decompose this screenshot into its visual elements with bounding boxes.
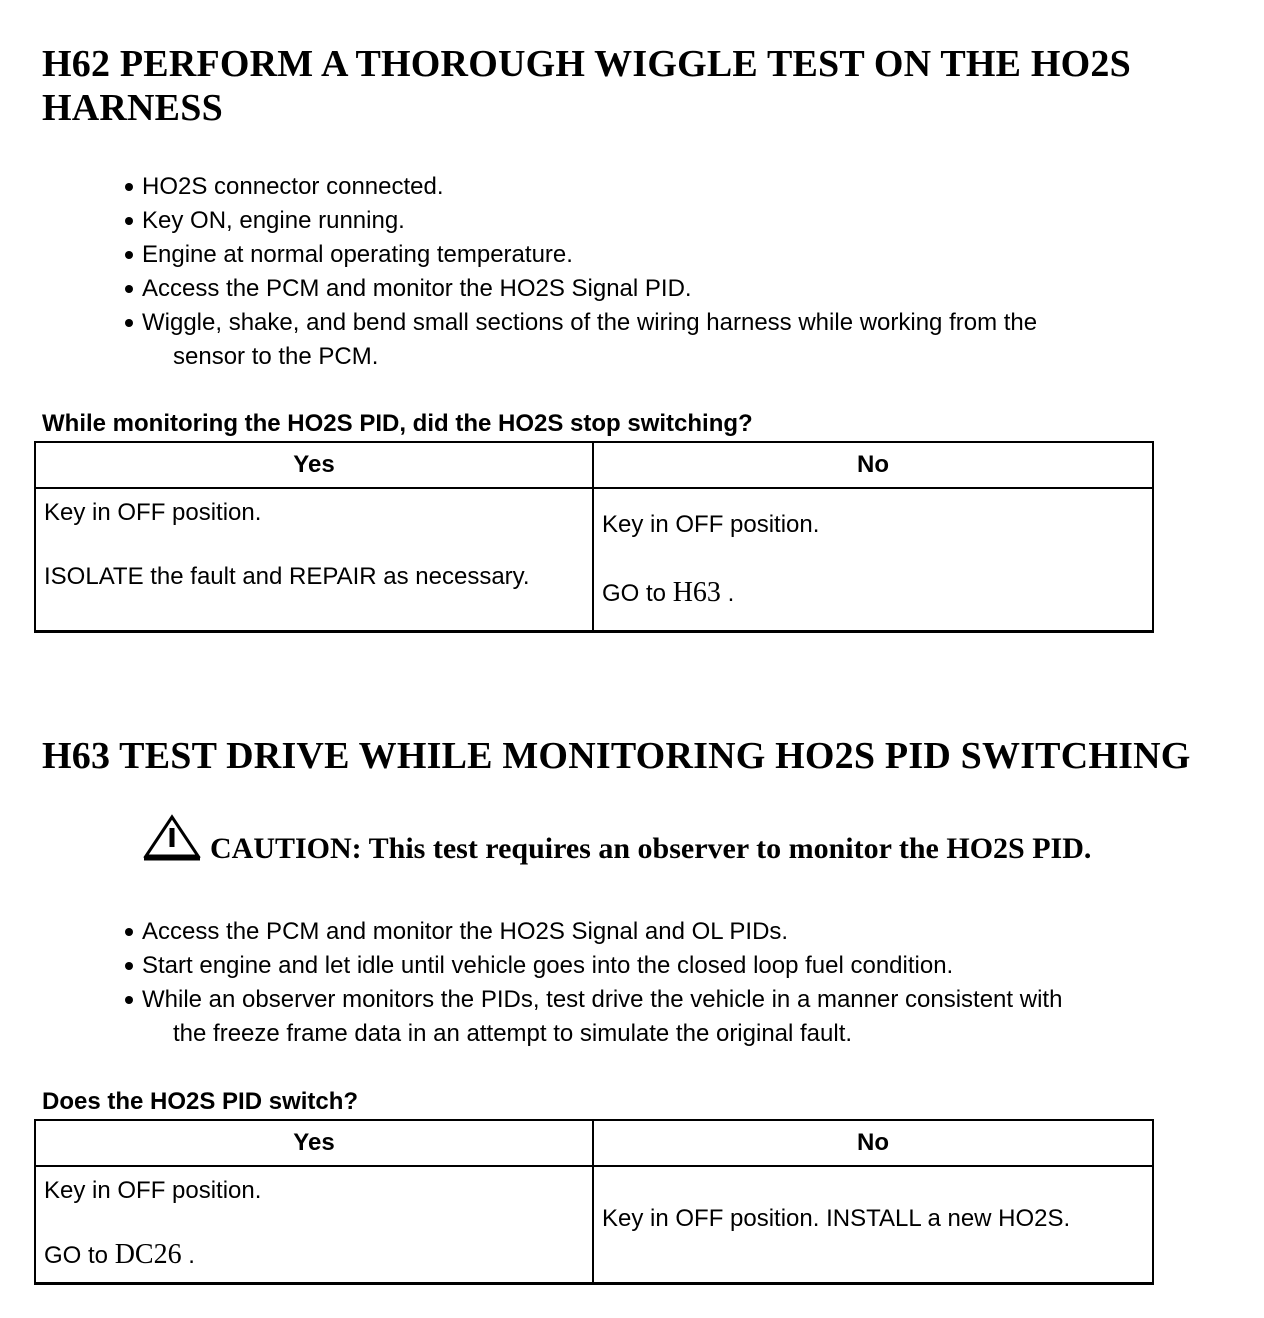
goto-suffix: . [727,580,735,607]
caution-note [142,814,1091,869]
yes-column-header: Yes [35,442,593,488]
yes-column-header: Yes [35,1120,593,1166]
list-item: Access the PCM and monitor the HO2S Signal PID. [123,272,1243,306]
list-item: Start engine and let idle until vehicle goes into the closed loop fuel condition. [123,949,1243,983]
list-item-line: While an observer monitors the PIDs, test drive the vehicle in a manner consistent with [142,986,1063,1013]
yes-cell [35,488,593,631]
yes-step: Key in OFF position. [44,499,262,526]
list-item-line: Wiggle, shake, and bend small sections of the wiring harness while working from the [142,309,1038,336]
list-item: Access the PCM and monitor the HO2S Signal and OL PIDs. [123,915,1243,949]
h62-steps-list [123,170,1243,374]
h62-question: While monitoring the HO2S PID, did the HO2S stop switching? [42,410,753,437]
h62-title-line2: HARNESS [42,87,223,129]
yes-goto [44,1239,586,1272]
goto-prefix: GO to [602,580,667,607]
list-item: Engine at normal operating temperature. [123,238,1243,272]
goto-dc26-link[interactable]: DC26 [114,1239,182,1270]
yes-step: Key in OFF position. [44,1177,262,1204]
h63-heading: H63 TEST DRIVE WHILE MONITORING HO2S PID SWITCHING [42,735,1191,777]
yes-step: ISOLATE the fault and REPAIR as necessary. [44,563,530,590]
h62-title-line1: H62 PERFORM A THOROUGH WIGGLE TEST ON THE HO2S [42,43,1131,85]
no-cell [593,488,1153,631]
caution-text: CAUTION: This test requires an observer to monitor the HO2S PID. [210,832,1092,865]
no-step: Key in OFF position. INSTALL a new HO2S. [602,1205,1071,1233]
no-step: Key in OFF position. [602,511,820,538]
goto-h63-link[interactable]: H63 [672,577,721,608]
list-item: Key ON, engine running. [123,204,1243,238]
no-column-header: No [593,442,1153,488]
h62-heading [42,42,1131,130]
list-item-line: sensor to the PCM. [173,343,379,370]
no-column-header: No [593,1120,1153,1166]
list-item [123,983,1243,1051]
h62-decision-table [34,441,1154,633]
h63-decision-table [34,1119,1154,1285]
yes-cell [35,1166,593,1283]
no-goto [602,577,1146,610]
warning-triangle-icon [142,814,202,862]
list-item-line: the freeze frame data in an attempt to simulate the original fault. [173,1020,853,1047]
no-cell [593,1166,1153,1283]
list-item [123,306,1243,374]
goto-suffix: . [188,1242,195,1269]
list-item: HO2S connector connected. [123,170,1243,204]
h63-steps-list [123,915,1243,1051]
h63-question: Does the HO2S PID switch? [42,1088,359,1115]
goto-prefix: GO to [44,1242,109,1269]
